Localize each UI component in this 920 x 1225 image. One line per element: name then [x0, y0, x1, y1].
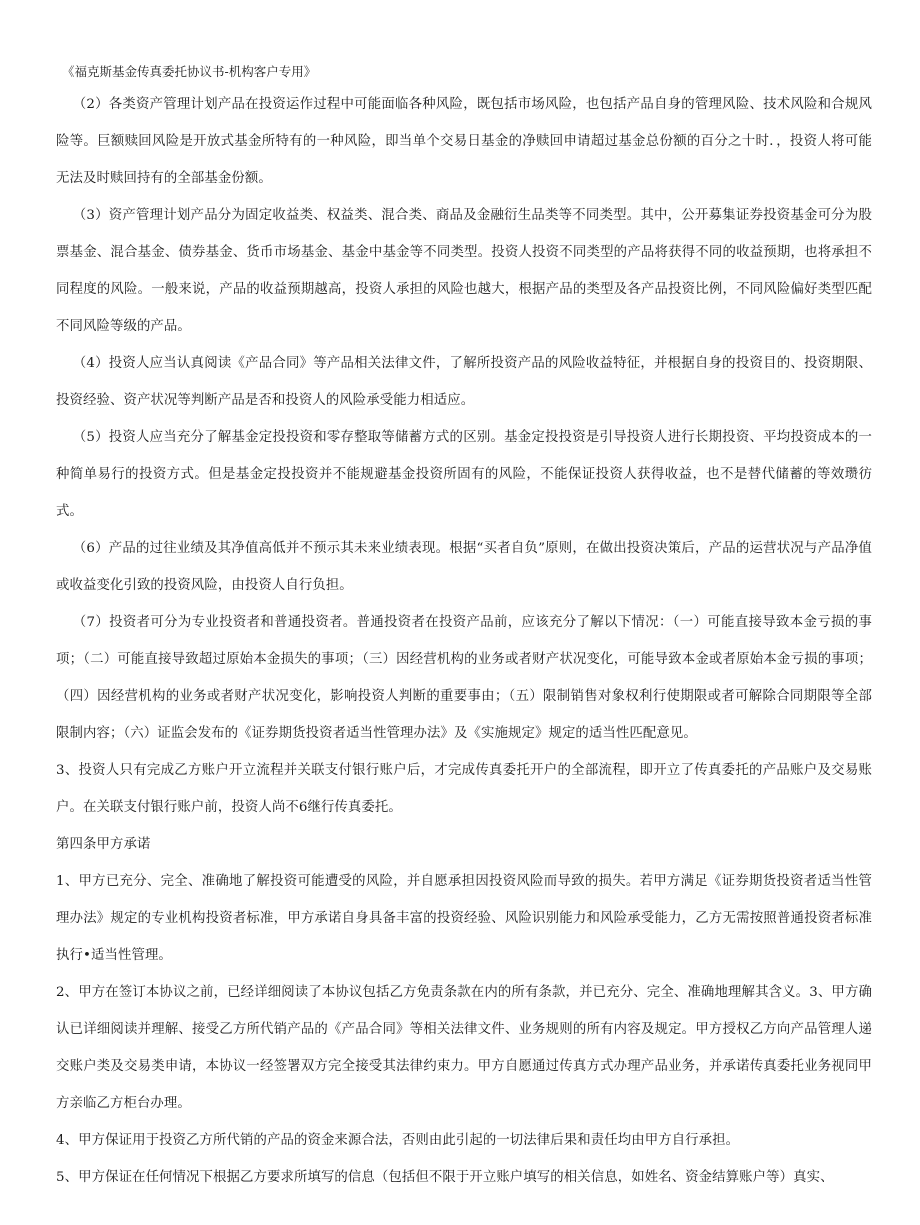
- document-title: 《福克斯基金传真委托协议书-机构客户专用》: [62, 64, 317, 79]
- paragraph-clause-3: 3、投资人只有完成乙方账户开立流程并关联支付银行账户后，才完成传真委托开户的全部流程，即开立了传真委托的产品账户及交易账户。在关联支付银行账户前，投资人尚不6继行传真委托。: [56, 763, 872, 815]
- paragraph-risk-4: （4）投资人应当认真阅读《产品合同》等产品相关法律文件，了解所投资产品的风险收益特征，并根据自身的投资目的、投资期限、投资经验、资产状况等判断产品是否和投资人的风险承受能力相适应。: [56, 356, 872, 408]
- paragraph-risk-5: （5）投资人应当充分了解基金定投投资和零存整取等储蓄方式的区别。基金定投投资是引导投资人进行长期投资、平均投资成本的一种简单易行的投资方式。但是基金定投投资并不能规避基金投资所固有的风险，不能保证投资人获得收益，也不是替代储蓄的等效瓒彷式。: [56, 430, 872, 519]
- document-page: [56, 62, 872, 1196]
- paragraph-commitment-1: 1、甲方已充分、完全、准确地了解投资可能遭受的风险，并自愿承担因投资风险而导致的损失。若甲方满足《证券期货投资者适当性管理办法》规定的专业机构投资者标准，甲方承诺自身具备丰富的投资经验、风险识别能力和风险承受能力，乙方无需按照普通投资者标准执行•适当性管理。: [56, 874, 872, 963]
- paragraph-risk-6: （6）产品的过往业绩及其净值高低并不预示其未来业绩表现。根据“买者自负”原则，在做出投资决策后，产品的运营状况与产品净值或收益变化引致的投资风险，由投资人自行负担。: [56, 541, 872, 593]
- paragraph-risk-3: （3）资产管理计划产品分为固定收益类、权益类、混合类、商品及金融衍生品类等不同类型。其中，公开募集证券投资基金可分为股票基金、混合基金、债券基金、货币市场基金、基金中基金等不同类型。投资人投资不同类型的产品将获得不同的收益预期，也将承担不同程度的风险。一般来说，产品的收益预期越高，投资人承担的风险也越大，根据产品的类型及各产品投资比例，不同风险偏好类型匹配不同风险等级的产品。: [56, 208, 872, 334]
- paragraph-commitment-2-3: 2、甲方在签订本协议之前，已经详细阅读了本协议包括乙方免责条款在内的所有条款，并已充分、完全、准确地理解其含义。3、甲方确认已详细阅读并理解、接受乙方所代销产品的《产品合同》等相关法律文件、业务规则的所有内容及规定。甲方授权乙方向产品管理人递交账户类及交易类申请，本协议一经签署双方完全接受其法律约束力。甲方自愿通过传真方式办理产品业务，并承诺传真委托业务视同甲方亲临乙方柜台办理。: [56, 985, 872, 1111]
- document-body: [56, 86, 872, 1196]
- paragraph-risk-2: （2）各类资产管理计划产品在投资运作过程中可能面临各种风险，既包括市场风险，也包括产品自身的管理风险、技术风险和合规风险等。巨额赎回风险是开放式基金所特有的一种风险，即当单个交易日基金的净赎回申请超过基金总份额的百分之十时．，投资人将可能无法及时赎回持有的全部基金份额。: [56, 97, 872, 186]
- paragraph-risk-7: （7）投资者可分为专业投资者和普通投资者。普通投资者在投资产品前，应该充分了解以下情况：（一）可能直接导致本金亏损的事项；（二）可能直接导致超过原始本金损失的事项；（三）因经营机构的业务或者财产状况变化，可能导致本金或者原始本金亏损的事项；（四）因经营机构的业务或者财产状况变化，影响投资人判断的重要事由；（五）限制销售对象权利行使期限或者可解除合同期限等全部限制内容；（六）证监会发布的《证券期货投资者适当性管理办法》及《实施规定》规定的适当性匹配意见。: [56, 615, 872, 741]
- paragraph-commitment-4: 4、甲方保证用于投资乙方所代销的产品的资金来源合法，否则由此引起的一切法律后果和责任均由甲方自行承担。: [56, 1133, 740, 1148]
- section-heading-article-4: 第四条甲方承诺: [56, 837, 151, 852]
- paragraph-commitment-5: 5、甲方保证在任何情况下根据乙方要求所填写的信息（包括但不限于开立账户填写的相关信息，如姓名、资金结算账户等）真实、: [56, 1170, 834, 1185]
